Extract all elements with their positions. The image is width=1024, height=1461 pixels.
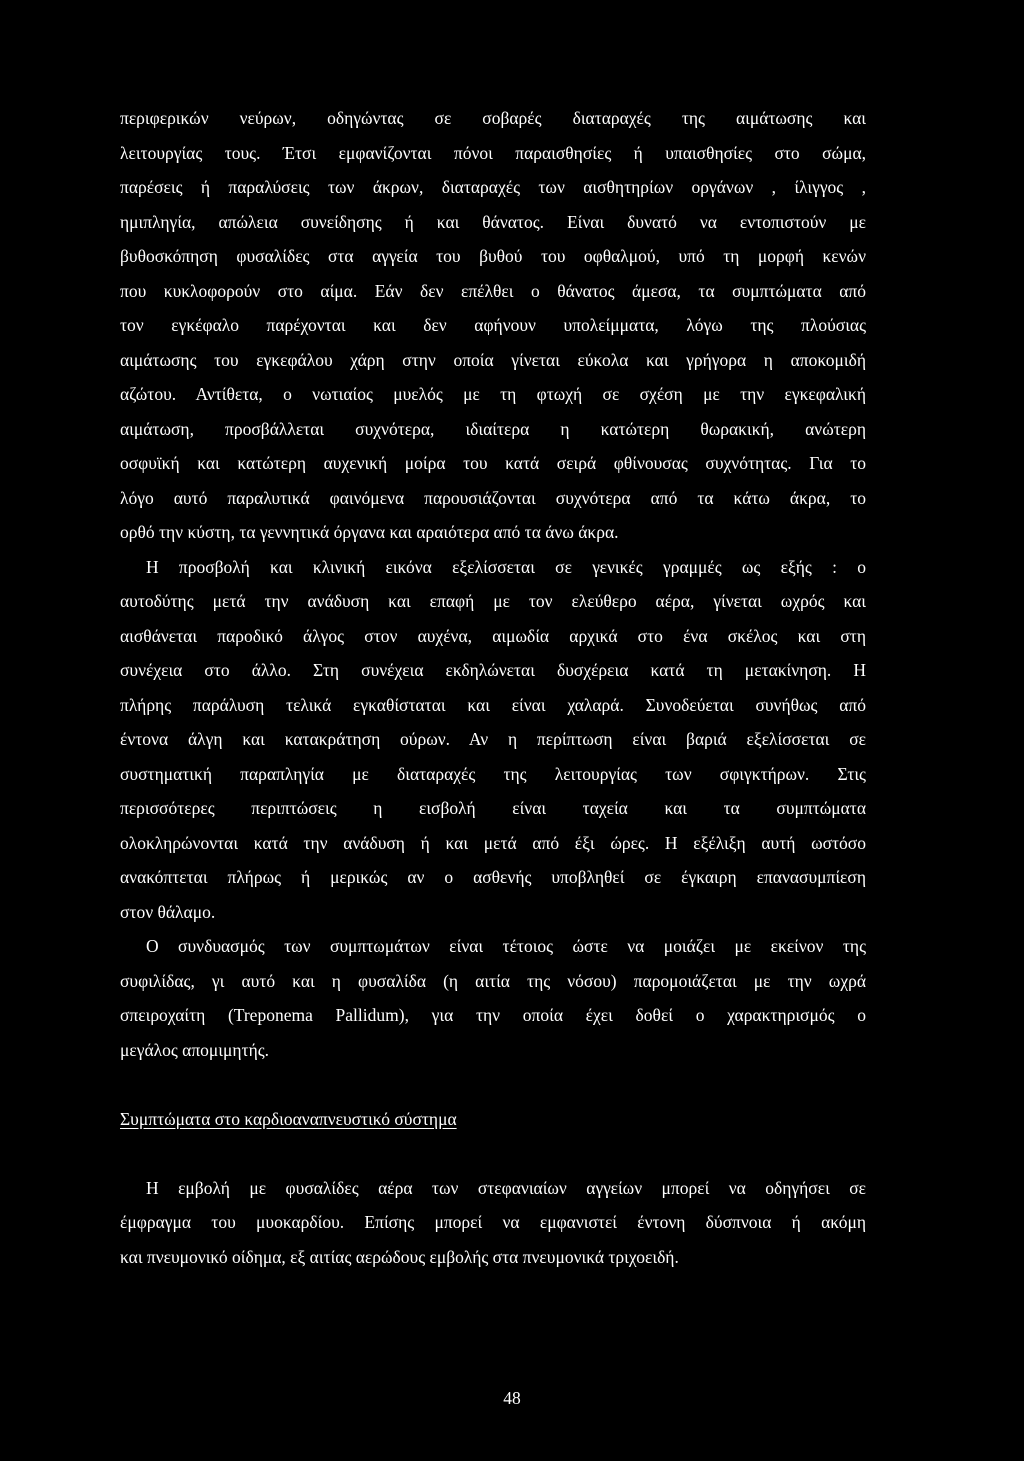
text-line: μεγάλος απομιμητής. xyxy=(120,1039,270,1060)
text-line: βυθοσκόπηση φυσαλίδες στα αγγεία του βυθού του οφθαλμού, υπό τη μορφή κενών xyxy=(120,246,866,266)
text-line: σπειροχαίτη (Treponema Pallidum), για την οποία έχει δοθεί ο χαρακτηρισμός ο xyxy=(120,1005,866,1025)
text-line: Η προσβολή και κλινική εικόνα εξελίσσεται σε γενικές γραμμές ως εξής : ο xyxy=(146,556,866,577)
paragraph-syphilis-comparison xyxy=(120,929,866,1067)
paragraph-clinical-picture xyxy=(120,550,866,930)
text-line: πλήρης παράλυση τελικά εγκαθίσταται και είναι χαλαρά. Συνοδεύεται συνήθως από xyxy=(120,694,866,715)
section-spacer xyxy=(120,1136,866,1171)
text-line: αιμάτωσης του εγκεφάλου χάρη στην οποία γίνεται εύκολα και γρήγορα η αποκομιδή xyxy=(120,349,866,370)
text-line: ορθό την κύστη, τα γεννητικά όργανα και αραιότερα από τα άνω άκρα. xyxy=(120,522,619,542)
text-line: αιμάτωση, προσβάλλεται συχνότερα, ιδιαίτερα η κατώτερη θωρακική, ανώτερη xyxy=(120,418,866,439)
section-spacer xyxy=(120,1067,866,1102)
text-line: Η εμβολή με φυσαλίδες αέρα των στεφανιαίων αγγείων μπορεί να οδηγήσει σε xyxy=(146,1177,866,1198)
text-line: ολοκληρώνονται κατά την ανάδυση ή και μετά από έξι ώρες. Η εξέλιξη αυτή ωστόσο xyxy=(120,832,866,853)
text-line: οσφυϊκή και κατώτερη αυχενική μοίρα του κατά σειρά φθίνουσας συχνότητας. Για το xyxy=(120,453,866,473)
text-line: αισθάνεται παροδικό άλγος στον αυχένα, αιμωδία αρχικά στο ένα σκέλος και στη xyxy=(120,625,866,646)
text-line: περιφερικών νεύρων, οδηγώντας σε σοβαρές διαταραχές της αιμάτωσης και xyxy=(120,108,866,128)
text-line: και πνευμονικό οίδημα, εξ αιτίας αερώδους εμβολής στα πνευμονικά τριχοειδή. xyxy=(120,1246,679,1267)
text-line: συνέχεια στο άλλο. Στη συνέχεια εκδηλώνεται δυσχέρεια κατά τη μετακίνηση. Η xyxy=(120,660,866,680)
text-line: συστηματική παραπληγία με διαταραχές της λειτουργίας των σφιγκτήρων. Στις xyxy=(120,763,866,784)
text-line: περισσότερες περιπτώσεις η εισβολή είναι ταχεία και τα συμπτώματα xyxy=(120,798,866,818)
paragraph-continuation xyxy=(120,101,866,550)
text-line: λόγο αυτό παραλυτικά φαινόμενα παρουσιάζονται συχνότερα από τα κάτω άκρα, το xyxy=(120,487,866,508)
text-line: που κυκλοφορούν στο αίμα. Εάν δεν επέλθει ο θάνατος άμεσα, τα συμπτώματα από xyxy=(120,280,866,301)
paragraph-cardiorespiratory xyxy=(120,1171,866,1275)
text-line: ημιπληγία, απώλεια συνείδησης ή και θάνατος. Είναι δυνατό να εντοπιστούν με xyxy=(120,211,866,232)
section-heading: Συμπτώματα στο καρδιοαναπνευστικό σύστημα xyxy=(120,1108,457,1129)
text-line: αυτοδύτης μετά την ανάδυση και επαφή με τον ελεύθερο αέρα, γίνεται ωχρός και xyxy=(120,591,866,611)
text-line: τον εγκέφαλο παρέχονται και δεν αφήνουν υπολείμματα, λόγω της πλούσιας xyxy=(120,315,866,335)
text-line: έμφραγμα του μυοκαρδίου. Επίσης μπορεί να εμφανιστεί έντονη δύσπνοια ή ακόμη xyxy=(120,1212,866,1232)
page-body xyxy=(120,101,866,1274)
page-number: 48 xyxy=(503,1388,521,1408)
text-line: ανακόπτεται πλήρως ή μερικώς αν ο ασθενής υποβληθεί σε έγκαιρη επανασυμπίεση xyxy=(120,867,866,887)
text-line: Ο συνδυασμός των συμπτωμάτων είναι τέτοιος ώστε να μοιάζει με εκείνον της xyxy=(146,936,866,956)
text-line: λειτουργίας τους. Έτσι εμφανίζονται πόνοι παραισθησίες ή υπαισθησίες στο σώμα, xyxy=(120,142,866,163)
text-line: έντονα άλγη και κατακράτηση ούρων. Αν η περίπτωση είναι βαριά εξελίσσεται σε xyxy=(120,729,866,749)
text-line: στον θάλαμο. xyxy=(120,901,216,922)
text-line: συφιλίδας, γι αυτό και η φυσαλίδα (η αιτία της νόσου) παρομοιάζεται με την ωχρά xyxy=(120,970,866,991)
text-line: παρέσεις ή παραλύσεις των άκρων, διαταραχές των αισθητηρίων οργάνων , ίλιγγος , xyxy=(120,177,866,197)
text-line: αζώτου. Αντίθετα, ο νωτιαίος μυελός με τη φτωχή σε σχέση με την εγκεφαλική xyxy=(120,384,866,404)
